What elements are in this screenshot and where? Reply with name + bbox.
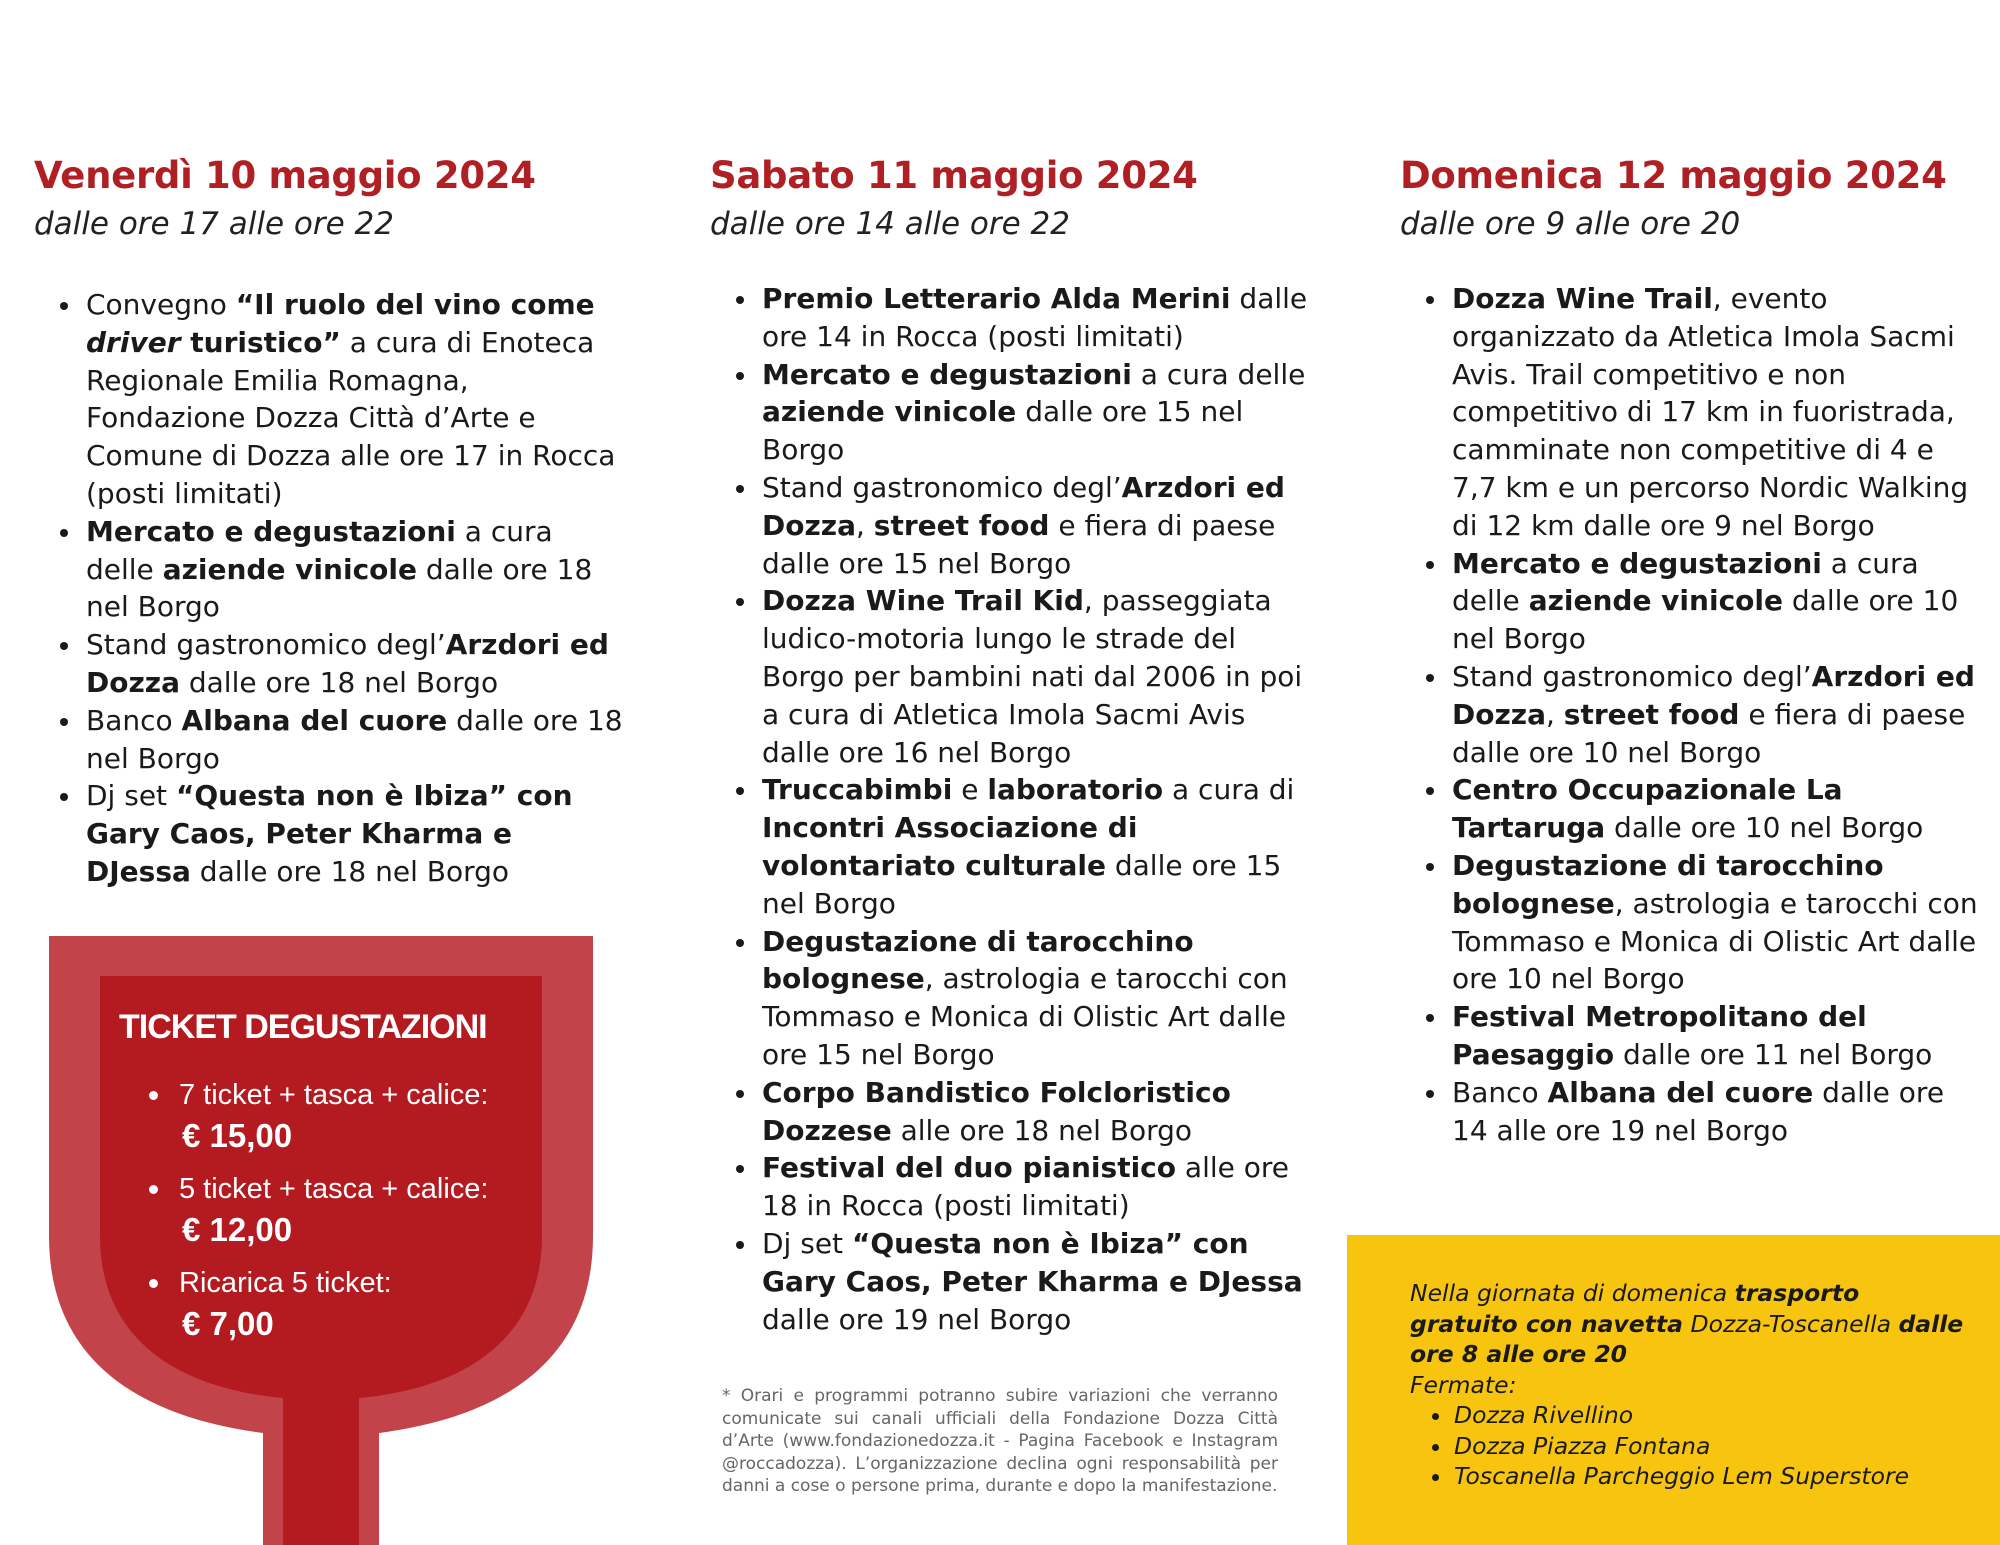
list-item: Festival del duo pianistico alle ore 18 in Rocca (posti limitati): [762, 1149, 1310, 1225]
list-item: Stand gastronomico degl’Arzdori ed Dozza, street food e fiera di paese dalle ore 10 nel Borgo: [1452, 658, 1980, 771]
sunday-column: [1400, 150, 1980, 1149]
list-item: Centro Occupazionale La Tartaruga dalle ore 10 nel Borgo: [1452, 771, 1980, 847]
event-list: [1400, 280, 1980, 1149]
day-title: Venerdì 10 maggio 2024: [34, 154, 536, 197]
list-item: Ricarica 5 ticket: € 7,00: [179, 1263, 519, 1345]
shuttle-text: Nella giornata di domenica trasporto gratuito con navetta Dozza-Toscanella dalle ore 8 alle ore 20: [1410, 1279, 1964, 1368]
stops-list: [1410, 1400, 1970, 1492]
day-title: Sabato 11 maggio 2024: [710, 154, 1198, 197]
list-item: Degustazione di tarocchino bolognese, astrologia e tarocchi con Tommaso e Monica di Olistic Art dalle ore 15 nel Borgo: [762, 923, 1310, 1074]
list-item: Dj set “Questa non è Ibiza” con Gary Caos, Peter Kharma e DJessa dalle ore 18 nel Borgo: [86, 777, 624, 890]
list-item: Truccabimbi e laboratorio a cura di Incontri Associazione di volontariato culturale dalle ore 15 nel Borgo: [762, 771, 1310, 922]
disclaimer-note: * Orari e programmi potranno subire variazioni che verranno comunicate sui canali ufficiali della Fondazione Dozza Città d’Arte (www.fondazionedozza.it - Pagina Facebook e Instagram @roccadozza). L’organizzazione declina ogni responsabilità per danni a cose o persone prima, durante e dopo la manifestazione.: [722, 1386, 1278, 1496]
list-item: Festival Metropolitano del Paesaggio dalle ore 11 nel Borgo: [1452, 998, 1980, 1074]
price: € 7,00: [182, 1305, 274, 1342]
list-item: Mercato e degustazioni a cura delle aziende vinicole dalle ore 10 nel Borgo: [1452, 545, 1980, 658]
day-title: Domenica 12 maggio 2024: [1400, 154, 1947, 197]
day-hours: dalle ore 14 alle ore 22: [710, 206, 1070, 242]
list-item: Banco Albana del cuore dalle ore 18 nel Borgo: [86, 702, 624, 778]
list-item: Dozza Wine Trail, evento organizzato da Atletica Imola Sacmi Avis. Trail competitivo e non competitivo di 17 km in fuoristrada, camminate non competitive di 4 e 7,7 km e un percorso Nordic Walking di 12 km dalle ore 9 nel Borgo: [1452, 280, 1980, 545]
friday-column: [34, 150, 624, 891]
list-item: Premio Letterario Alda Merini dalle ore 14 in Rocca (posti limitati): [762, 280, 1310, 356]
day-hours: dalle ore 17 alle ore 22: [34, 206, 394, 242]
list-item: Convegno “Il ruolo del vino come driver turistico” a cura di Enoteca Regionale Emilia Romagna, Fondazione Dozza Città d’Arte e Comune di Dozza alle ore 17 in Rocca (posti limitati): [86, 286, 624, 513]
list-item: Stand gastronomico degl’Arzdori ed Dozza dalle ore 18 nel Borgo: [86, 626, 624, 702]
list-item: Banco Albana del cuore dalle ore 14 alle ore 19 nel Borgo: [1452, 1074, 1980, 1150]
price: € 12,00: [182, 1211, 293, 1248]
ticket-title: TICKET DEGUSTAZIONI: [119, 1008, 487, 1046]
list-item: Mercato e degustazioni a cura delle aziende vinicole dalle ore 18 nel Borgo: [86, 513, 624, 626]
list-item: Dj set “Questa non è Ibiza” con Gary Caos, Peter Kharma e DJessa dalle ore 19 nel Borgo: [762, 1225, 1310, 1338]
list-item: Toscanella Parcheggio Lem Superstore: [1454, 1461, 1970, 1492]
ticket-list: [119, 1075, 519, 1345]
event-list: [710, 280, 1310, 1338]
list-item: Dozza Piazza Fontana: [1454, 1431, 1970, 1462]
list-item: Dozza Wine Trail Kid, passeggiata ludico-motoria lungo le strade del Borgo per bambini nati dal 2006 in poi a cura di Atletica Imola Sacmi Avis dalle ore 16 nel Borgo: [762, 582, 1310, 771]
list-item: Stand gastronomico degl’Arzdori ed Dozza, street food e fiera di paese dalle ore 15 nel Borgo: [762, 469, 1310, 582]
list-item: 7 ticket + tasca + calice: € 15,00: [179, 1075, 519, 1157]
ticket-box: [119, 1008, 519, 1357]
day-hours: dalle ore 9 alle ore 20: [1400, 206, 1741, 242]
shuttle-info-box: [1347, 1235, 2000, 1545]
stops-label: Fermate:: [1410, 1370, 1517, 1399]
saturday-column: [710, 150, 1310, 1338]
ticket-glass-panel: [49, 936, 593, 1545]
price: € 15,00: [182, 1117, 293, 1154]
event-list: [34, 286, 624, 891]
list-item: Mercato e degustazioni a cura delle aziende vinicole dalle ore 15 nel Borgo: [762, 356, 1310, 469]
list-item: 5 ticket + tasca + calice: € 12,00: [179, 1169, 519, 1251]
list-item: Corpo Bandistico Folcloristico Dozzese alle ore 18 nel Borgo: [762, 1074, 1310, 1150]
list-item: Degustazione di tarocchino bolognese, astrologia e tarocchi con Tommaso e Monica di Olistic Art dalle ore 10 nel Borgo: [1452, 847, 1980, 998]
list-item: Dozza Rivellino: [1454, 1400, 1970, 1431]
